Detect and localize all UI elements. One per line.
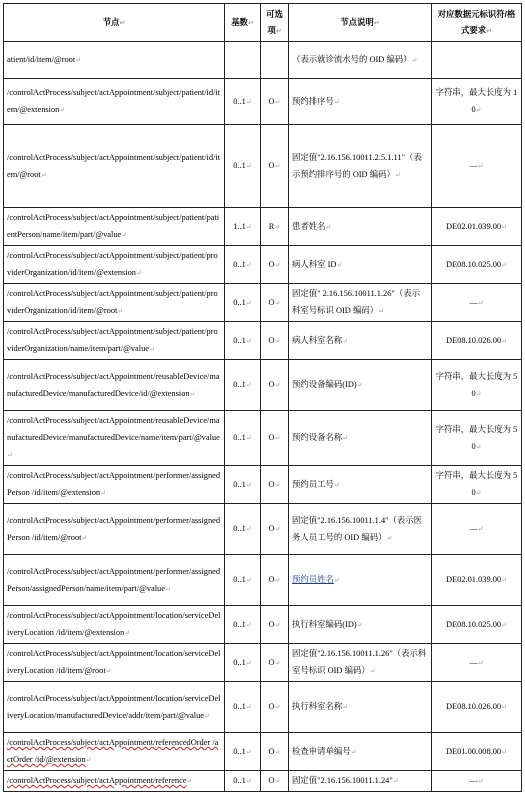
paragraph-mark-icon: ↵ xyxy=(274,298,281,307)
paragraph-mark-icon: ↵ xyxy=(274,777,281,785)
cell-format xyxy=(432,606,522,644)
table-row xyxy=(4,79,522,125)
cell-optional xyxy=(261,284,289,322)
paragraph-mark-icon: ↵ xyxy=(274,747,281,756)
paragraph-mark-icon: ↵ xyxy=(245,260,252,269)
paragraph-mark-icon: ↵ xyxy=(124,629,131,637)
cell-node-text: /controlActProcess/subject/actAppointment/location/serviceDeliveryLocation /id/item/@extension xyxy=(7,611,221,637)
cell-description-text: 固定值"2.16.156.10011.2.5.1.11"（表示预约排序号的 OID 编码） xyxy=(292,152,422,179)
cell-cardinality xyxy=(225,606,261,644)
cell-cardinality-text: 0..1 xyxy=(233,776,246,785)
paragraph-mark-icon: ↵ xyxy=(411,56,418,64)
cell-format-text: DE08.10.026.00 xyxy=(445,335,502,345)
paragraph-mark-icon: ↵ xyxy=(186,777,193,785)
cell-description xyxy=(289,42,432,79)
table-row xyxy=(4,246,522,284)
cell-node xyxy=(4,322,225,360)
cell-cardinality xyxy=(225,246,261,284)
cell-node-text: /controlActProcess/subject/actAppointment/reference xyxy=(7,776,187,785)
paragraph-mark-icon: ↵ xyxy=(477,777,484,785)
cell-cardinality-text: 0..1 xyxy=(233,619,246,629)
paragraph-mark-icon: ↵ xyxy=(477,525,484,533)
paragraph-mark-icon: ↵ xyxy=(501,222,507,231)
cell-node xyxy=(4,682,225,733)
cell-format-text: 字符串，最大长度为 50 xyxy=(435,371,518,398)
cell-format xyxy=(432,644,522,682)
paragraph-mark-icon: ↵ xyxy=(378,307,384,315)
cell-description-text: 病人科室名称 xyxy=(292,335,343,345)
cell-cardinality-text: 0..1 xyxy=(233,433,246,442)
cell-optional xyxy=(261,504,289,555)
cell-node xyxy=(4,360,225,411)
cell-description xyxy=(289,125,432,208)
cell-node-text: /controlActProcess/subject/actAppointment/subject/patient/id/item/@extension xyxy=(7,88,221,114)
header-cardinality: 基数↵ xyxy=(225,4,261,42)
cell-cardinality xyxy=(225,466,261,504)
cell-cardinality xyxy=(225,682,261,733)
header-description: 节点说明↵ xyxy=(289,4,432,42)
cell-cardinality xyxy=(225,555,261,606)
cell-optional-text: O xyxy=(268,259,275,269)
paragraph-mark-icon: ↵ xyxy=(75,56,82,64)
paragraph-mark-icon: ↵ xyxy=(333,480,340,489)
paragraph-mark-icon: ↵ xyxy=(342,434,349,442)
paragraph-mark-icon: ↵ xyxy=(245,381,252,389)
cell-description xyxy=(289,504,432,555)
paragraph-mark-icon: ↵ xyxy=(245,777,252,785)
cell-format xyxy=(432,682,522,733)
paragraph-mark-icon: ↵ xyxy=(475,489,482,497)
cell-node-text: /controlActProcess/subject/actAppointment/subject/patient/id/item/@root xyxy=(7,152,221,179)
cell-optional-text: O xyxy=(268,702,275,711)
cell-description-text: 病人科室 ID xyxy=(292,259,337,269)
cell-node-text: /controlActProcess/subject/actAppointment/location/serviceDeliveryLocation/manufacturedDevice/addr/item/part/@value xyxy=(7,693,221,720)
paragraph-mark-icon: ↵ xyxy=(274,658,281,667)
cell-format xyxy=(432,733,522,771)
paragraph-mark-icon: ↵ xyxy=(245,525,252,533)
cell-cardinality xyxy=(225,360,261,411)
paragraph-mark-icon: ↵ xyxy=(245,336,252,345)
table-row xyxy=(4,555,522,606)
cell-format xyxy=(432,771,522,792)
cell-optional-text: O xyxy=(268,524,275,533)
cell-description-text: 固定值"2.16.156.10011.1.4"（表示医务人员工号的 OID 编码） xyxy=(292,515,423,542)
cell-description-text: 预约排序号 xyxy=(292,96,334,106)
cell-format-text: — xyxy=(469,657,478,667)
cell-description-text: 预约设备名称 xyxy=(292,433,343,442)
paragraph-mark-icon: ↵ xyxy=(356,381,363,389)
header-format: 对应数据元标识符/格式要求↵ xyxy=(432,4,522,42)
cell-cardinality xyxy=(225,125,261,208)
paragraph-mark-icon: ↵ xyxy=(117,307,124,315)
paragraph-mark-icon: ↵ xyxy=(245,480,252,489)
paragraph-mark-icon: ↵ xyxy=(333,576,340,584)
table-row xyxy=(4,42,522,79)
cell-cardinality-text: 0..1 xyxy=(233,524,246,533)
cell-optional-text: R xyxy=(268,221,275,231)
paragraph-mark-icon: ↵ xyxy=(164,584,171,593)
cell-format-text: DE01.00.008.00 xyxy=(445,746,502,756)
cell-cardinality xyxy=(225,733,261,771)
cell-cardinality xyxy=(225,208,261,246)
paragraph-mark-icon: ↵ xyxy=(336,260,343,269)
cell-description xyxy=(289,284,432,322)
paragraph-mark-icon: ↵ xyxy=(386,533,393,542)
paragraph-mark-icon: ↵ xyxy=(274,703,281,711)
cell-cardinality-text: 0..1 xyxy=(233,575,246,584)
cell-optional-text: O xyxy=(268,380,275,389)
cell-optional xyxy=(261,79,289,125)
cell-optional xyxy=(261,42,289,79)
cell-description xyxy=(289,79,432,125)
cell-cardinality xyxy=(225,411,261,466)
paragraph-mark-icon: ↵ xyxy=(274,620,281,629)
cell-description-text: （表示就诊流水号的 OID 编码） xyxy=(292,55,412,64)
cell-cardinality xyxy=(225,322,261,360)
paragraph-mark-icon: ↵ xyxy=(477,162,484,170)
cell-format xyxy=(432,360,522,411)
cell-cardinality-text: 0..1 xyxy=(233,657,246,667)
table-row xyxy=(4,322,522,360)
paragraph-mark-icon: ↵ xyxy=(274,480,281,489)
cell-optional xyxy=(261,771,289,792)
cell-cardinality-text: 0..1 xyxy=(233,96,246,106)
cell-node xyxy=(4,42,225,79)
paragraph-mark-icon: ↵ xyxy=(245,620,252,629)
cell-format xyxy=(432,125,522,208)
paragraph-mark-icon: ↵ xyxy=(477,298,484,307)
cell-node-text: /controlActProcess/subject/actAppointment/subject/patient/patientPerson/name/item/part/@value xyxy=(7,213,220,239)
paragraph-mark-icon: ↵ xyxy=(274,162,281,170)
cell-cardinality xyxy=(225,504,261,555)
cell-description xyxy=(289,555,432,606)
paragraph-mark-icon: ↵ xyxy=(59,106,66,114)
cell-optional-text: O xyxy=(268,619,275,629)
cell-node xyxy=(4,606,225,644)
table-header-row xyxy=(4,4,522,42)
cell-format xyxy=(432,284,522,322)
cell-cardinality xyxy=(225,644,261,682)
cell-optional xyxy=(261,360,289,411)
cell-node-text: /controlActProcess/subject/actAppointment/location/serviceDeliveryLocation /id/item/@root xyxy=(7,649,221,675)
cell-format xyxy=(432,42,522,79)
table-row xyxy=(4,125,522,208)
paragraph-mark-icon: ↵ xyxy=(105,667,112,675)
cell-description xyxy=(289,246,432,284)
cell-description-text: 检查申请单编号 xyxy=(292,746,351,756)
cell-format xyxy=(432,466,522,504)
paragraph-mark-icon: ↵ xyxy=(501,620,507,629)
cell-description-text: 预约设备编码(ID) xyxy=(292,380,357,389)
paragraph-mark-icon: ↵ xyxy=(501,260,507,269)
paragraph-mark-icon: ↵ xyxy=(85,756,92,764)
paragraph-mark-icon: ↵ xyxy=(81,533,88,542)
cell-description-text: 固定值" 2.16.156.10011.1.26"（表示科室号标识 OID 编码） xyxy=(292,289,420,315)
cell-cardinality xyxy=(225,771,261,792)
cell-cardinality xyxy=(225,79,261,125)
cell-optional xyxy=(261,682,289,733)
cell-description xyxy=(289,606,432,644)
cell-format-text: DE08.10.025.00 xyxy=(445,619,502,629)
table-row xyxy=(4,644,522,682)
cell-optional xyxy=(261,466,289,504)
cell-format-text: — xyxy=(469,297,478,307)
cell-format xyxy=(432,504,522,555)
paragraph-mark-icon: ↵ xyxy=(245,222,252,231)
cell-description-text: 预约员工号 xyxy=(292,479,334,489)
cell-node xyxy=(4,284,225,322)
cell-format-text: — xyxy=(469,776,478,785)
paragraph-mark-icon: ↵ xyxy=(100,489,106,497)
cell-optional-text: O xyxy=(268,575,275,584)
paragraph-mark-icon: ↵ xyxy=(342,336,349,345)
cell-node xyxy=(4,504,225,555)
cell-description-text: 执行科室名称 xyxy=(292,702,343,711)
cell-optional xyxy=(261,606,289,644)
cell-cardinality-text: 0..1 xyxy=(233,161,246,170)
paragraph-mark-icon: ↵ xyxy=(204,711,210,720)
header-optional: 可选项↵ xyxy=(261,4,289,42)
paragraph-mark-icon: ↵ xyxy=(121,231,128,239)
table-row xyxy=(4,360,522,411)
table-row xyxy=(4,733,522,771)
paragraph-mark-icon: ↵ xyxy=(325,222,332,231)
cell-node xyxy=(4,466,225,504)
cell-node-text: /controlActProcess/subject/actAppointment/reusableDevice/manufacturedDevice/manufacturedDevice/name/item/part/@value xyxy=(7,416,220,442)
cell-description xyxy=(289,322,432,360)
paragraph-mark-icon: ↵ xyxy=(135,269,142,277)
cell-description-text: 患者姓名 xyxy=(292,221,326,231)
paragraph-mark-icon: ↵ xyxy=(501,747,507,756)
table-row xyxy=(4,682,522,733)
table-body xyxy=(4,42,522,792)
header-node: 节点↵ xyxy=(4,4,225,42)
paragraph-mark-icon: ↵ xyxy=(350,747,357,756)
paragraph-mark-icon: ↵ xyxy=(274,434,281,442)
paragraph-mark-icon: ↵ xyxy=(7,451,13,459)
paragraph-mark-icon: ↵ xyxy=(245,703,252,711)
paragraph-mark-icon: ↵ xyxy=(189,389,196,398)
cell-format-text: DE08.10.025.00 xyxy=(445,259,502,269)
cell-format-text: DE02.01.039.00 xyxy=(445,221,502,231)
paragraph-mark-icon: ↵ xyxy=(274,97,281,106)
paragraph-mark-icon: ↵ xyxy=(475,106,482,114)
cell-node-text: /controlActProcess/subject/actAppointment/subject/patient/providerOrganization/name/item/part/@value xyxy=(7,327,218,353)
paragraph-mark-icon: ↵ xyxy=(274,525,281,533)
cell-cardinality-text: 0..1 xyxy=(233,746,246,756)
data-element-table xyxy=(3,3,522,792)
paragraph-mark-icon: ↵ xyxy=(501,336,507,345)
cell-node xyxy=(4,555,225,606)
table-row xyxy=(4,411,522,466)
cell-node-text: /controlActProcess/subject/actAppointment/subject/patient/providerOrganization/id/item/@extension xyxy=(7,251,218,277)
table-row xyxy=(4,466,522,504)
cell-optional xyxy=(261,555,289,606)
paragraph-mark-icon: ↵ xyxy=(40,170,47,179)
cell-format-text: DE08.10.026.00 xyxy=(445,702,502,711)
cell-node xyxy=(4,79,225,125)
cell-node xyxy=(4,246,225,284)
cell-node-text: /controlActProcess/subject/actAppointment/reusableDevice/manufacturedDevice/manufacturedDevice/id/@extension xyxy=(7,371,220,398)
cell-optional xyxy=(261,733,289,771)
cell-optional xyxy=(261,125,289,208)
cell-optional xyxy=(261,644,289,682)
paragraph-mark-icon: ↵ xyxy=(501,703,507,711)
cell-cardinality xyxy=(225,42,261,79)
paragraph-mark-icon: ↵ xyxy=(274,381,281,389)
cell-cardinality-text: 0..1 xyxy=(233,380,246,389)
cell-node-text: /controlActProcess/subject/actAppointment/referencedOrder /actOrder /id/@extension xyxy=(7,738,219,764)
cell-optional xyxy=(261,208,289,246)
cell-optional-text: O xyxy=(268,479,275,489)
cell-node xyxy=(4,208,225,246)
paragraph-mark-icon: ↵ xyxy=(369,667,376,675)
cell-optional-text: O xyxy=(268,746,275,756)
cell-format-text: 字符串，最大长度为 10 xyxy=(435,88,518,114)
table-row xyxy=(4,284,522,322)
cell-format xyxy=(432,208,522,246)
paragraph-mark-icon: ↵ xyxy=(274,576,281,584)
paragraph-mark-icon: ↵ xyxy=(477,658,484,667)
cell-format-text: — xyxy=(469,524,478,533)
paragraph-mark-icon: ↵ xyxy=(245,747,252,756)
cell-node-text: /controlActProcess/subject/actAppointment/performer/assignedPerson /id/item/@extension xyxy=(7,471,221,497)
cell-format xyxy=(432,555,522,606)
cell-description xyxy=(289,411,432,466)
cell-optional-text: O xyxy=(268,776,275,785)
cell-format-text: DE02.01.039.00 xyxy=(445,575,502,584)
cell-node-text: /controlActProcess/subject/actAppointment/subject/patient/providerOrganization/id/item/@root xyxy=(7,289,218,315)
cell-node xyxy=(4,125,225,208)
cell-format xyxy=(432,79,522,125)
cell-format xyxy=(432,322,522,360)
cell-optional-text: O xyxy=(268,335,275,345)
paragraph-mark-icon: ↵ xyxy=(274,222,281,231)
paragraph-mark-icon: ↵ xyxy=(274,336,281,345)
cell-description xyxy=(289,771,432,792)
cell-cardinality-text: 0..1 xyxy=(233,259,246,269)
cell-description xyxy=(289,682,432,733)
cell-node-text: atient/id/item/@root xyxy=(7,55,76,64)
cell-format-text: 字符串，最大长度为 50 xyxy=(435,471,518,497)
paragraph-mark-icon: ↵ xyxy=(245,658,252,667)
table-row xyxy=(4,504,522,555)
cell-cardinality-text: 0..1 xyxy=(233,479,246,489)
paragraph-mark-icon: ↵ xyxy=(394,170,401,179)
cell-cardinality-text: 0..1 xyxy=(233,335,246,345)
cell-cardinality-text: 1..1 xyxy=(233,221,246,231)
cell-node xyxy=(4,771,225,792)
cell-format-text: 字符串，最大长度为 50 xyxy=(435,424,518,451)
paragraph-mark-icon: ↵ xyxy=(274,260,281,269)
paragraph-mark-icon: ↵ xyxy=(475,389,482,398)
cell-node-text: /controlActProcess/subject/actAppointment/performer/assignedPerson /id/item/@root xyxy=(7,515,221,542)
table-row xyxy=(4,208,522,246)
cell-description-text: 预约员姓名 xyxy=(292,575,334,584)
cell-node xyxy=(4,733,225,771)
cell-node xyxy=(4,644,225,682)
cell-format-text: — xyxy=(469,161,478,170)
cell-optional-text: O xyxy=(268,297,275,307)
cell-optional xyxy=(261,322,289,360)
paragraph-mark-icon: ↵ xyxy=(342,703,349,711)
paragraph-mark-icon: ↵ xyxy=(501,576,507,584)
paragraph-mark-icon: ↵ xyxy=(356,620,363,629)
cell-description xyxy=(289,644,432,682)
cell-optional xyxy=(261,411,289,466)
cell-node-text: /controlActProcess/subject/actAppointment/performer/assignedPerson/assignedPerson/name/item/part/@value xyxy=(7,566,221,593)
cell-cardinality xyxy=(225,284,261,322)
table-row xyxy=(4,771,522,792)
paragraph-mark-icon: ↵ xyxy=(245,434,252,442)
paragraph-mark-icon: ↵ xyxy=(245,298,252,307)
cell-description xyxy=(289,360,432,411)
cell-node xyxy=(4,411,225,466)
paragraph-mark-icon: ↵ xyxy=(245,97,252,106)
paragraph-mark-icon: ↵ xyxy=(392,777,399,785)
cell-optional-text: O xyxy=(268,161,275,170)
paragraph-mark-icon: ↵ xyxy=(475,442,482,451)
cell-description-text: 固定值"2.16.156.10011.1.26"（表示科室号标识 OID 编码） xyxy=(292,649,427,675)
cell-optional-text: O xyxy=(268,96,275,106)
cell-optional xyxy=(261,246,289,284)
cell-optional-text: O xyxy=(268,657,275,667)
cell-description-text: 固定值"2.16.156.10011.1.24" xyxy=(292,776,393,785)
paragraph-mark-icon: ↵ xyxy=(245,576,252,584)
cell-description xyxy=(289,733,432,771)
paragraph-mark-icon: ↵ xyxy=(148,345,155,353)
table-row xyxy=(4,606,522,644)
cell-cardinality-text: 0..1 xyxy=(233,702,246,711)
cell-optional-text: O xyxy=(268,433,275,442)
cell-cardinality-text: 0..1 xyxy=(233,297,246,307)
cell-description xyxy=(289,208,432,246)
cell-description xyxy=(289,466,432,504)
cell-description-text: 执行科室编码(ID) xyxy=(292,619,357,629)
cell-format xyxy=(432,411,522,466)
paragraph-mark-icon: ↵ xyxy=(245,162,252,170)
cell-format xyxy=(432,246,522,284)
paragraph-mark-icon: ↵ xyxy=(333,97,340,106)
